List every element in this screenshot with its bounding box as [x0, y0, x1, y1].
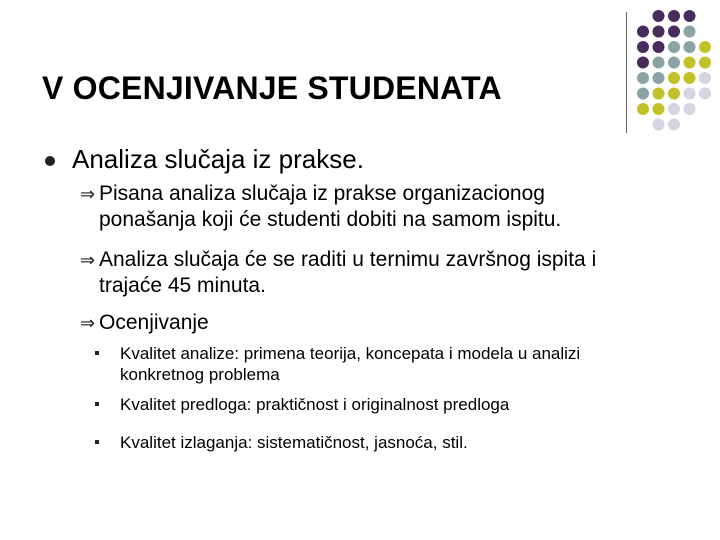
bullet-level1-text: Analiza slučaja iz prakse.: [72, 144, 364, 174]
decorative-dot: [653, 41, 665, 53]
decorative-dot: [668, 41, 680, 53]
decorative-dot: [699, 41, 711, 53]
round-bullet-icon: [45, 156, 55, 166]
arrow-bullet-icon: ⇒: [80, 250, 96, 270]
decorative-dot: [684, 72, 696, 84]
subitem-line: Analiza slučaja će se raditi u ternimu završnog ispita i: [99, 248, 597, 271]
decorative-dot: [668, 72, 680, 84]
subitem-line: Ocenjivanje: [99, 311, 209, 334]
decorative-dot: [699, 88, 711, 100]
subitem-line: trajaće 45 minuta.: [99, 274, 266, 297]
subitem-line: Pisana analiza slučaja iz prakse organizacionog: [99, 182, 545, 205]
decorative-dot: [668, 103, 680, 115]
decorative-dot: [637, 72, 649, 84]
arrow-bullet-icon: ⇒: [80, 313, 96, 333]
decorative-dot: [637, 41, 649, 53]
square-bullet-icon: [95, 402, 99, 406]
decorative-dot: [684, 10, 696, 22]
decorative-dot: [668, 119, 680, 131]
decorative-dot: [653, 10, 665, 22]
decorative-dot: [637, 88, 649, 100]
subitem-line: ponašanja koji će studenti dobiti na samom ispitu.: [99, 208, 562, 231]
criterion-line: Kvalitet analize: primena teorija, koncepata i modela u analizi: [120, 344, 581, 363]
decorative-dot: [699, 72, 711, 84]
slide-title: V OCENJIVANJE STUDENATA: [42, 70, 502, 106]
decorative-dot: [653, 88, 665, 100]
criterion-line: Kvalitet izlaganja: sistematičnost, jasnoća, stil.: [120, 433, 468, 452]
decorative-dot: [684, 41, 696, 53]
decorative-dot: [653, 57, 665, 69]
decorative-dot: [684, 88, 696, 100]
decorative-dot: [684, 57, 696, 69]
decorative-dot: [684, 26, 696, 38]
decorative-dot: [637, 26, 649, 38]
decorative-dot: [699, 57, 711, 69]
decorative-dot: [637, 103, 649, 115]
decorative-dot: [668, 26, 680, 38]
decorative-dot: [684, 103, 696, 115]
title-divider-line: [626, 12, 627, 133]
decorative-dot: [653, 103, 665, 115]
decorative-dot: [668, 88, 680, 100]
criterion-line: Kvalitet predloga: praktičnost i originalnost predloga: [120, 395, 510, 414]
square-bullet-icon: [95, 440, 99, 444]
decorative-dot: [637, 57, 649, 69]
decorative-dot: [653, 119, 665, 131]
arrow-bullet-icon: ⇒: [80, 184, 96, 204]
decorative-dot: [668, 10, 680, 22]
square-bullet-icon: [95, 351, 99, 355]
decorative-dot: [653, 72, 665, 84]
criterion-line: konkretnog problema: [120, 365, 280, 384]
decorative-dot: [668, 57, 680, 69]
decorative-dot: [653, 26, 665, 38]
